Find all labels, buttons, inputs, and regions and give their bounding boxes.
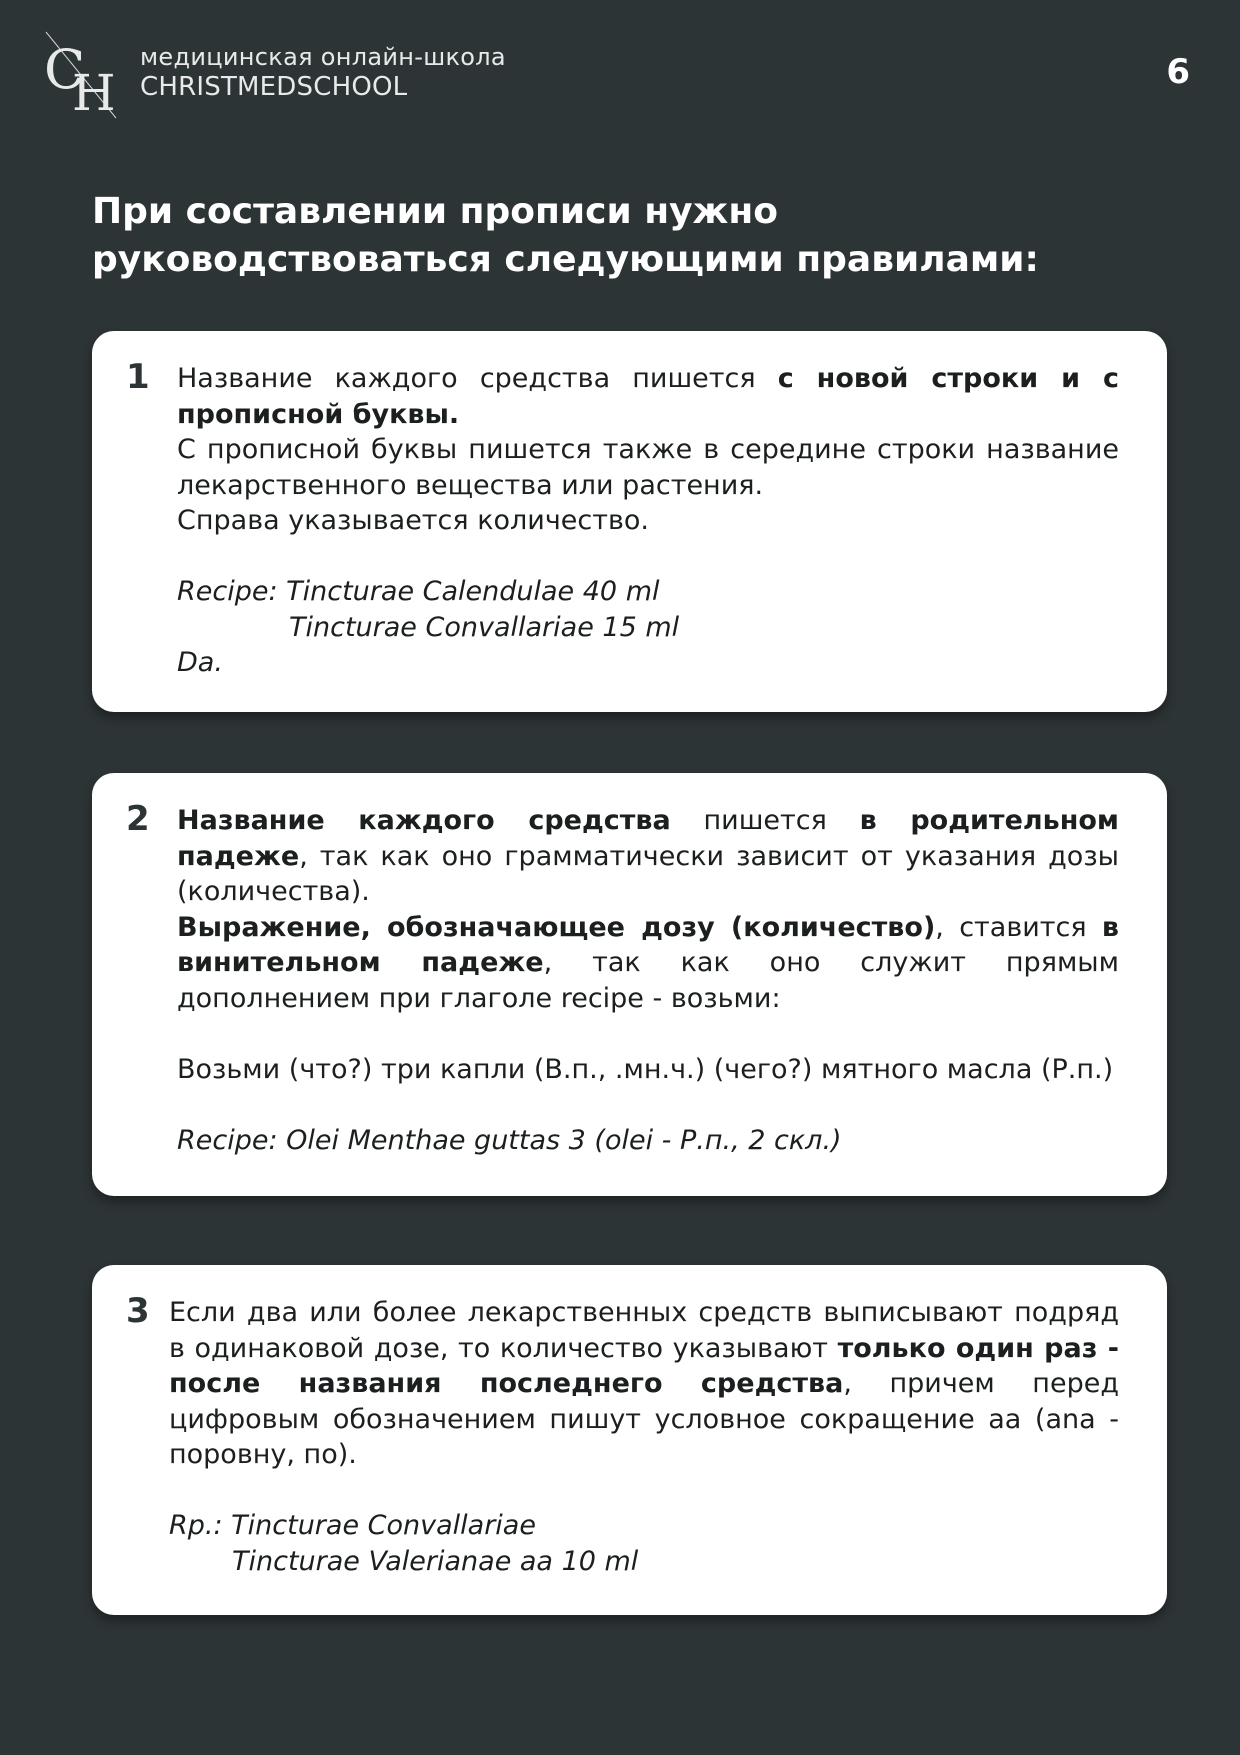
text-span: , так как оно грамматически зависит от указания дозы (количества). (177, 840, 1119, 907)
svg-text:H: H (72, 64, 116, 120)
rule-text (177, 361, 1119, 681)
rule-text (169, 1295, 1119, 1579)
rule-paragraph: Возьми (что?) три капли (В.п., .мн.ч.) (чего?) мятного масла (Р.п.) (177, 1053, 1114, 1085)
recipe-example-line: Tincturae Convallariae 15 ml (289, 611, 680, 643)
rule-number: 2 (126, 799, 150, 839)
page-number: 6 (1166, 52, 1190, 92)
bold-text: в родительном падеже (177, 805, 1120, 872)
rule-paragraph (177, 361, 1119, 432)
rule-number: 3 (126, 1291, 150, 1331)
recipe-example-line: Da. (177, 647, 223, 678)
rule-paragraph: Справа указывается количество. (177, 505, 649, 536)
bold-text: в винительном падеже (177, 911, 1119, 978)
svg-text:C: C (44, 38, 86, 101)
rule-paragraph (177, 910, 1119, 1017)
text-span: , так как оно служит прямым дополнением при глаголе recipe - возьми: (177, 947, 1119, 1014)
rule-paragraph: С прописной буквы пишется также в середине строки название лекарственного вещества или растения. (177, 434, 1119, 501)
bold-text: Выражение, обозначающее дозу (количество) (177, 911, 936, 943)
rule-paragraph (169, 1295, 1119, 1473)
logo-monogram-icon (42, 28, 124, 120)
text-span: Если два или более лекарственных средств выписывают подряд в одинаковой дозе, то количество указывают (169, 1297, 1119, 1364)
recipe-example-line: Rp.: Tincturae Convallariae (169, 1510, 536, 1541)
school-logo (42, 28, 124, 120)
rule-card-1 (92, 331, 1167, 712)
text-span: пишется (670, 805, 860, 836)
school-name (140, 42, 506, 102)
recipe-example-line: Tincturae Valerianae aa 10 ml (232, 1545, 639, 1577)
school-tagline: медицинская онлайн-школа (140, 43, 506, 71)
rule-card-2 (92, 773, 1167, 1196)
school-brand: CHRISTMEDSCHOOL (140, 72, 408, 102)
text-span: , причем перед цифровым обозначением пишут условное сокращение аа (ana - поровну, по). (169, 1368, 1119, 1470)
rule-text (177, 803, 1119, 1158)
rule-paragraph (177, 803, 1119, 910)
text-span: Название каждого средства пишется (177, 363, 778, 394)
text-span: , ставится (935, 911, 1102, 943)
bold-text: Название каждого средства (177, 805, 671, 836)
page-title: При составлении прописи нужно руководствоваться следующими правилами: (92, 191, 1039, 280)
rule-card-3 (92, 1265, 1167, 1615)
bold-text: только один раз - после названия последнего средства (169, 1332, 1119, 1399)
rule-number: 1 (126, 357, 150, 397)
recipe-example-line: Recipe: Tincturae Calendulae 40 ml (177, 576, 660, 607)
bold-text: с новой строки и с прописной буквы. (177, 363, 1119, 430)
recipe-example-line: Recipe: Olei Menthae guttas 3 (olei - Р.п., 2 скл.) (177, 1124, 842, 1156)
